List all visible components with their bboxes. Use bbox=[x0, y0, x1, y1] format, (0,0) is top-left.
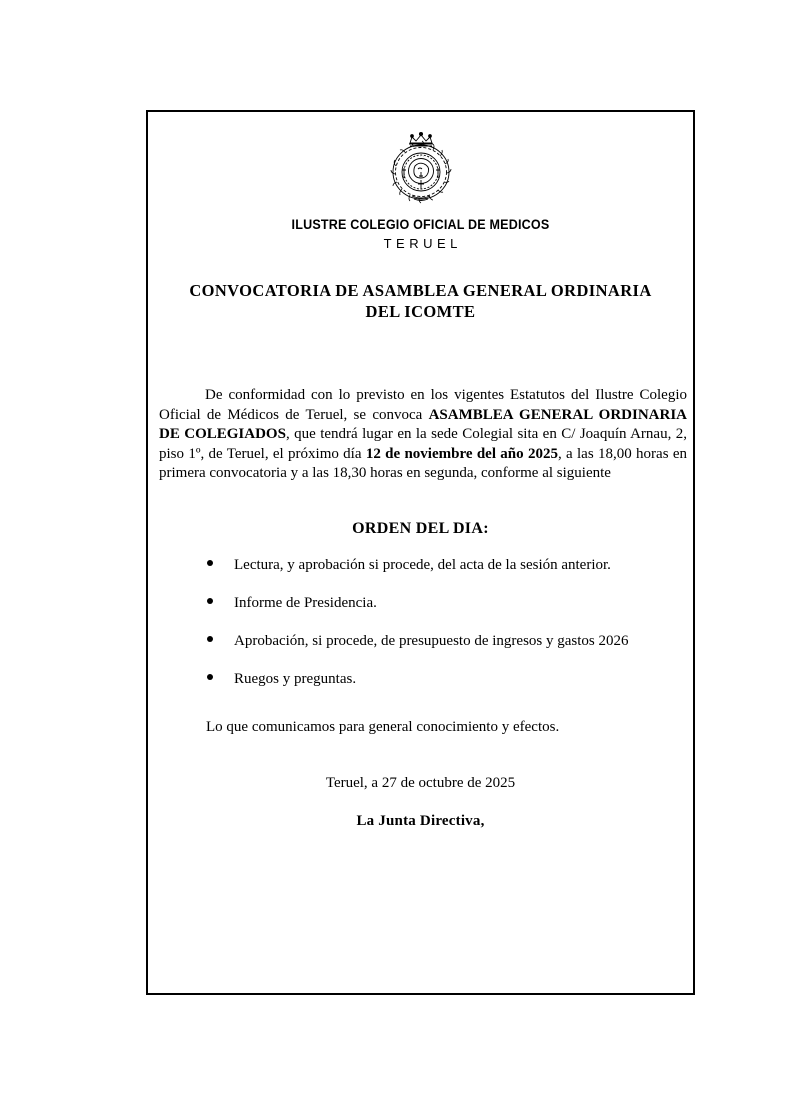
bullet-icon bbox=[207, 674, 213, 680]
bullet-icon bbox=[207, 636, 213, 642]
bullet-icon bbox=[207, 560, 213, 566]
body-paragraph bbox=[159, 386, 687, 484]
body-text-part2: , que tendrá lugar en la sede Colegial sita en C/ Joaquín Arnau, 2, piso 1º, de Teruel, el próximo día bbox=[159, 426, 687, 462]
list-item bbox=[148, 670, 693, 708]
closing-note: Lo que comunicamos para general conocimiento y efectos. bbox=[206, 719, 560, 735]
svg-text:· · · · ·: · · · · · bbox=[413, 155, 428, 159]
list-item bbox=[148, 556, 693, 594]
document-title bbox=[148, 280, 693, 322]
agenda-heading: ORDEN DEL DIA: bbox=[352, 520, 489, 537]
list-item bbox=[148, 632, 693, 670]
document-title-line1: CONVOCATORIA DE ASAMBLEA GENERAL ORDINARIA bbox=[189, 281, 652, 300]
body-text-bold1: ASAMBLEA GENERAL ORDINARIA DE COLEGIADOS bbox=[159, 406, 687, 443]
agenda-item-label: Lectura, y aprobación si procede, del acta de la sesión anterior. bbox=[234, 557, 611, 573]
organization-city: TERUEL bbox=[383, 236, 462, 251]
document-title-line2: DEL ICOMTE bbox=[365, 302, 476, 321]
body-text-part3: , a las 18,00 horas en primera convocatoria y a las 18,30 horas en segunda, conforme al siguiente bbox=[159, 445, 688, 482]
agenda-item-label: Ruegos y preguntas. bbox=[234, 671, 357, 687]
signature-line: La Junta Directiva, bbox=[356, 813, 485, 829]
body-text-bold2: 12 de noviembre del año 2025 bbox=[365, 445, 558, 462]
place-and-date: Teruel, a 27 de octubre de 2025 bbox=[325, 775, 516, 791]
agenda-list bbox=[148, 556, 693, 708]
agenda-item-label: Informe de Presidencia. bbox=[234, 595, 377, 611]
body-text-part1: De conformidad con lo previsto en los vigentes Estatutos del Ilustre Colegio Oficial de Médicos de Teruel, se convoca bbox=[159, 387, 687, 423]
document-page bbox=[146, 110, 695, 995]
bullet-icon bbox=[207, 598, 213, 604]
coat-of-arms-emblem bbox=[388, 130, 454, 206]
list-item bbox=[148, 594, 693, 632]
organization-name: ILUSTRE COLEGIO OFICIAL DE MEDICOS bbox=[291, 217, 550, 232]
svg-text:· · ·: · · · bbox=[416, 187, 425, 191]
agenda-item-label: Aprobación, si procede, de presupuesto de ingresos y gastos 2026 bbox=[234, 633, 629, 649]
organization-emblem bbox=[148, 130, 693, 211]
